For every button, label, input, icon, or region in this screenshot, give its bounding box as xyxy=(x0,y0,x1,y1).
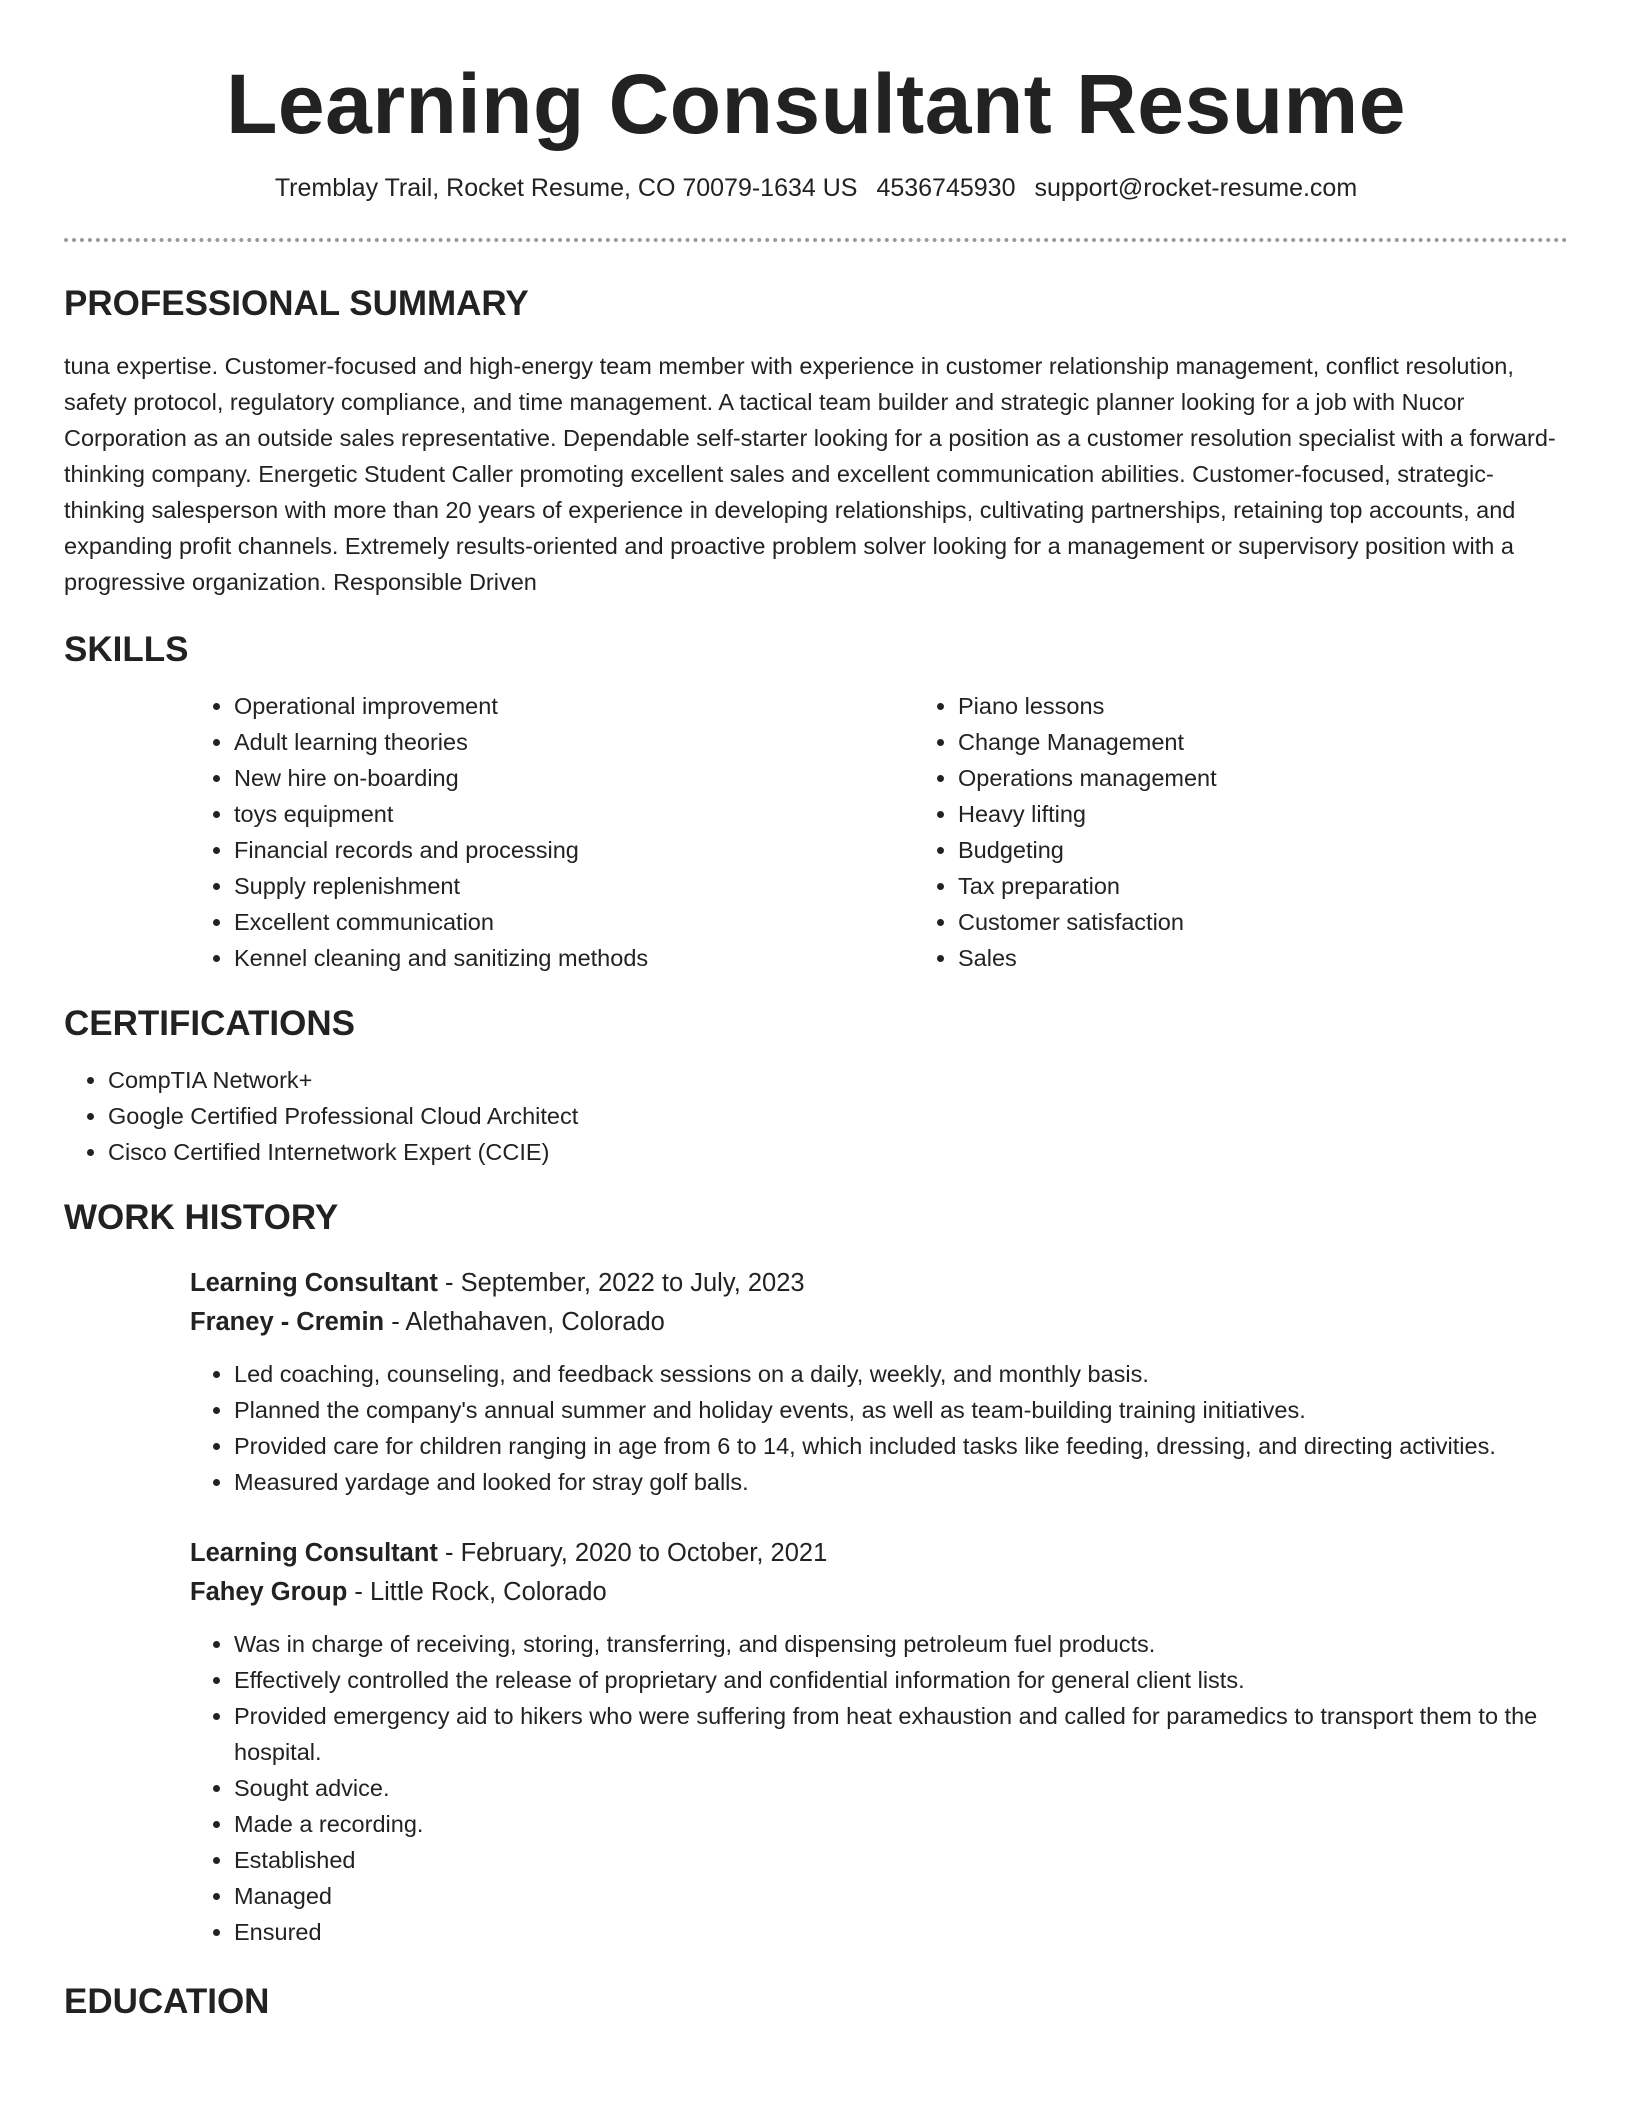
section-heading-certifications: CERTIFICATIONS xyxy=(64,1004,356,1043)
skills-grid xyxy=(190,688,1568,976)
certifications-list xyxy=(64,1062,1568,1170)
job-duty-item: • Made a recording. xyxy=(234,1806,1568,1842)
job-company-line xyxy=(190,1303,1568,1342)
job-duty-item: • Provided emergency aid to hikers who were suffering from heat exhaustion and called for paramedics to transport them to the hospital. xyxy=(234,1698,1568,1770)
job-duty-item: • Provided care for children ranging in age from 6 to 14, which included tasks like feeding, dressing, and directing activities. xyxy=(234,1428,1568,1464)
job-role: Learning Consultant xyxy=(190,1269,438,1297)
job-duty-item: • Was in charge of receiving, storing, transferring, and dispensing petroleum fuel products. xyxy=(234,1626,1568,1662)
skills-section xyxy=(64,628,1568,976)
contact-address: Tremblay Trail, Rocket Resume, CO 70079-1634 US xyxy=(274,174,858,202)
job-dates: - September, 2022 to July, 2023 xyxy=(437,1269,805,1297)
education-section xyxy=(64,1980,1568,2024)
contact-email: support@rocket-resume.com xyxy=(1034,174,1358,202)
job-location: - Alethahaven, Colorado xyxy=(384,1308,665,1336)
job-duty-item: • Measured yardage and looked for stray golf balls. xyxy=(234,1464,1568,1500)
skill-item: • Adult learning theories xyxy=(234,724,914,760)
certification-item: • Google Certified Professional Cloud Architect xyxy=(108,1098,1568,1134)
certification-item: • Cisco Certified Internetwork Expert (CCIE) xyxy=(108,1134,1568,1170)
skill-item: • Tax preparation xyxy=(958,868,1632,904)
header-divider xyxy=(64,238,1568,242)
job-duty-item: • Ensured xyxy=(234,1914,1568,1950)
job-dates: - February, 2020 to October, 2021 xyxy=(437,1539,828,1567)
section-heading-summary: PROFESSIONAL SUMMARY xyxy=(64,284,529,323)
skill-item: • Operations management xyxy=(958,760,1632,796)
certifications-section xyxy=(64,1002,1568,1170)
job-company: Fahey Group xyxy=(190,1578,348,1606)
skills-list-right xyxy=(914,688,1632,976)
job-duty-item: • Established xyxy=(234,1842,1568,1878)
skill-item: • Piano lessons xyxy=(958,688,1632,724)
job-role: Learning Consultant xyxy=(190,1539,438,1567)
job-title-line xyxy=(190,1264,1568,1303)
work-history-section xyxy=(64,1196,1568,1950)
page-title: Learning Consultant Resume xyxy=(226,57,1406,151)
skill-item: • Kennel cleaning and sanitizing methods xyxy=(234,940,914,976)
job-company: Franey - Cremin xyxy=(190,1308,385,1336)
skill-item: • Change Management xyxy=(958,724,1632,760)
professional-summary-section xyxy=(64,282,1568,600)
job-duties-list xyxy=(190,1356,1568,1500)
job-company-line xyxy=(190,1573,1568,1612)
section-heading-skills: SKILLS xyxy=(64,630,189,669)
job-entry xyxy=(190,1264,1568,1500)
contact-line xyxy=(64,170,1568,206)
job-location: - Little Rock, Colorado xyxy=(347,1578,607,1606)
job-title-line xyxy=(190,1534,1568,1573)
job-entry xyxy=(190,1534,1568,1950)
skill-item: • Sales xyxy=(958,940,1632,976)
skill-item: • New hire on-boarding xyxy=(234,760,914,796)
summary-text: tuna expertise. Customer-focused and high-energy team member with experience in customer relationship management, conflict resolution, safety protocol, regulatory compliance, and time management. A tactical team builder and strategic planner looking for a job with Nucor Corporation as an outside sales representative. Dependable self-starter looking for a position as a customer resolution specialist with a forward-thinking company. Energetic Student Caller promoting excellent sales and excellent communication abilities. Customer-focused, strategic-thinking salesperson with more than 20 years of experience in developing relationships, cultivating partnerships, retaining top accounts, and expanding profit channels. Extremely results-oriented and proactive problem solver looking for a management or supervisory position with a progressive organization. Responsible Driven xyxy=(64,353,1556,595)
certification-item: • CompTIA Network+ xyxy=(108,1062,1568,1098)
job-duty-item: • Led coaching, counseling, and feedback sessions on a daily, weekly, and monthly basis. xyxy=(234,1356,1568,1392)
skill-item: • toys equipment xyxy=(234,796,914,832)
skill-item: • Financial records and processing xyxy=(234,832,914,868)
section-heading-work: WORK HISTORY xyxy=(64,1198,339,1237)
skill-item: • Supply replenishment xyxy=(234,868,914,904)
job-duty-item: • Managed xyxy=(234,1878,1568,1914)
skill-item: • Budgeting xyxy=(958,832,1632,868)
contact-phone: 4536745930 xyxy=(876,174,1016,202)
skill-item: • Operational improvement xyxy=(234,688,914,724)
job-duties-list xyxy=(190,1626,1568,1950)
skill-item: • Excellent communication xyxy=(234,904,914,940)
job-duty-item: • Effectively controlled the release of proprietary and confidential information for general client lists. xyxy=(234,1662,1568,1698)
job-duty-item: • Sought advice. xyxy=(234,1770,1568,1806)
skills-list-left xyxy=(190,688,914,976)
job-duty-item: • Planned the company's annual summer and holiday events, as well as team-building training initiatives. xyxy=(234,1392,1568,1428)
section-heading-education: EDUCATION xyxy=(64,1982,270,2021)
skill-item: • Customer satisfaction xyxy=(958,904,1632,940)
skill-item: • Heavy lifting xyxy=(958,796,1632,832)
